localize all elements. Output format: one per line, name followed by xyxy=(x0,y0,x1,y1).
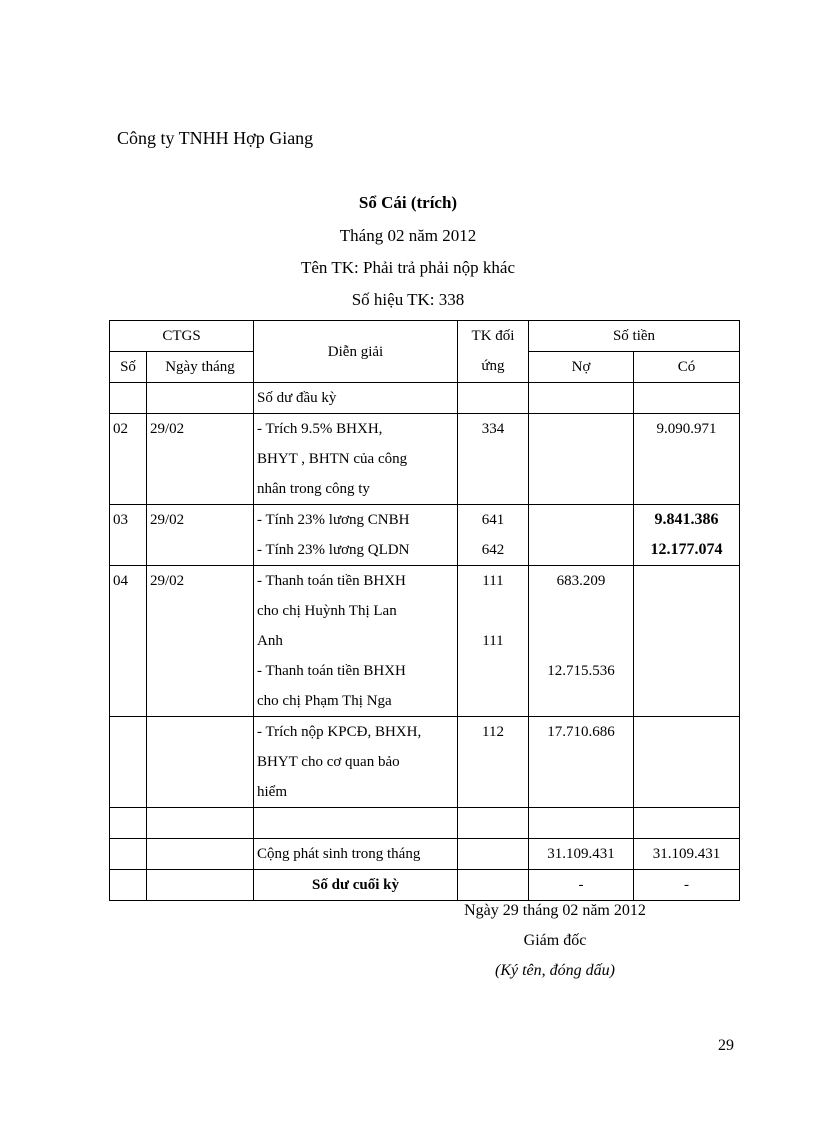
description-line: nhân trong công ty xyxy=(257,481,370,497)
closing-balance-row xyxy=(110,870,740,901)
debit-value: 683.209 xyxy=(556,573,606,589)
description-cell xyxy=(254,717,458,808)
table-row xyxy=(110,717,740,808)
header-ctgs: CTGS xyxy=(110,321,254,352)
total-credit: 31.109.431 xyxy=(634,839,740,870)
description-line: - Thanh toán tiền BHXH xyxy=(257,573,406,589)
debit-amount xyxy=(529,505,634,566)
description-line: - Tính 23% lương CNBH xyxy=(257,512,410,528)
opening-balance-row xyxy=(110,383,740,414)
doc-date xyxy=(147,717,254,808)
credit-value: 12.177.074 xyxy=(650,541,723,558)
table-row xyxy=(110,414,740,505)
page-number: 29 xyxy=(718,1037,734,1054)
doc-date: 29/02 xyxy=(147,414,254,505)
doc-number: 04 xyxy=(110,566,147,717)
contra-account-value: 111 xyxy=(482,633,504,649)
signature-role: Giám đốc xyxy=(523,932,587,949)
description-line: BHYT , BHTN của công xyxy=(257,451,408,467)
header-tk-doi-ung-line1: TK đối xyxy=(471,328,515,344)
description-line: cho chị Phạm Thị Nga xyxy=(257,693,392,709)
contra-account xyxy=(458,505,529,566)
ledger-period: Tháng 02 năm 2012 xyxy=(339,226,477,245)
account-name: Tên TK: Phải trả phải nộp khác xyxy=(300,258,516,277)
credit-amount xyxy=(634,717,740,808)
empty-row xyxy=(110,808,740,839)
ledger-table xyxy=(109,320,740,901)
contra-account-value: 334 xyxy=(481,421,505,437)
doc-number xyxy=(110,717,147,808)
total-label: Cộng phát sinh trong tháng xyxy=(254,839,458,870)
debit-amount xyxy=(529,717,634,808)
account-number: Số hiệu TK: 338 xyxy=(351,290,465,309)
credit-value: 9.841.386 xyxy=(654,511,719,528)
total-row xyxy=(110,839,740,870)
closing-credit: - xyxy=(634,870,740,901)
description-cell xyxy=(254,566,458,717)
closing-balance-label: Số dư cuối kỳ xyxy=(254,870,458,901)
closing-debit: - xyxy=(529,870,634,901)
description-line: - Trích nộp KPCĐ, BHXH, xyxy=(257,724,422,740)
doc-date: 29/02 xyxy=(147,505,254,566)
contra-account xyxy=(458,717,529,808)
contra-account-value: 112 xyxy=(482,724,504,740)
company-name: Công ty TNHH Hợp Giang xyxy=(117,128,314,148)
debit-amount xyxy=(529,566,634,717)
description-cell xyxy=(254,505,458,566)
doc-number: 03 xyxy=(110,505,147,566)
header-so-tien: Số tiền xyxy=(529,321,740,352)
header-ngay-thang: Ngày tháng xyxy=(147,352,254,383)
signature-date: Ngày 29 tháng 02 năm 2012 xyxy=(464,902,646,919)
credit-amount xyxy=(634,505,740,566)
total-debit: 31.109.431 xyxy=(529,839,634,870)
description-line: - Thanh toán tiền BHXH xyxy=(257,663,406,679)
table-row xyxy=(110,566,740,717)
header-so: Số xyxy=(110,352,147,383)
contra-account xyxy=(458,414,529,505)
credit-amount xyxy=(634,414,740,505)
header-dien-giai: Diễn giải xyxy=(254,321,458,383)
description-line: hiểm xyxy=(257,784,287,800)
description-cell xyxy=(254,414,458,505)
debit-value: 17.710.686 xyxy=(547,724,615,740)
doc-date: 29/02 xyxy=(147,566,254,717)
doc-number: 02 xyxy=(110,414,147,505)
description-line: cho chị Huỳnh Thị Lan xyxy=(257,603,397,619)
credit-value: 9.090.971 xyxy=(656,421,717,437)
description-line: - Trích 9.5% BHXH, xyxy=(257,421,383,437)
description-line: BHYT cho cơ quan bảo xyxy=(257,754,400,770)
contra-account-value: 642 xyxy=(481,542,505,558)
table-row xyxy=(110,505,740,566)
credit-amount xyxy=(634,566,740,717)
debit-value: 12.715.536 xyxy=(547,663,615,679)
ledger-title: Sổ Cái (trích) xyxy=(358,193,458,212)
opening-balance-label: Số dư đầu kỳ xyxy=(254,383,458,414)
header-co: Có xyxy=(634,352,740,383)
debit-amount xyxy=(529,414,634,505)
contra-account-value: 111 xyxy=(482,573,504,589)
header-tk-doi-ung xyxy=(458,321,529,383)
header-row-1 xyxy=(110,321,740,352)
description-line: Anh xyxy=(257,633,283,649)
description-line: - Tính 23% lương QLDN xyxy=(257,542,410,558)
contra-account xyxy=(458,566,529,717)
header-tk-doi-ung-line2: ứng xyxy=(481,358,505,374)
contra-account-value: 641 xyxy=(481,512,505,528)
signature-note: (Ký tên, đóng dấu) xyxy=(495,962,615,979)
header-no: Nợ xyxy=(529,352,634,383)
